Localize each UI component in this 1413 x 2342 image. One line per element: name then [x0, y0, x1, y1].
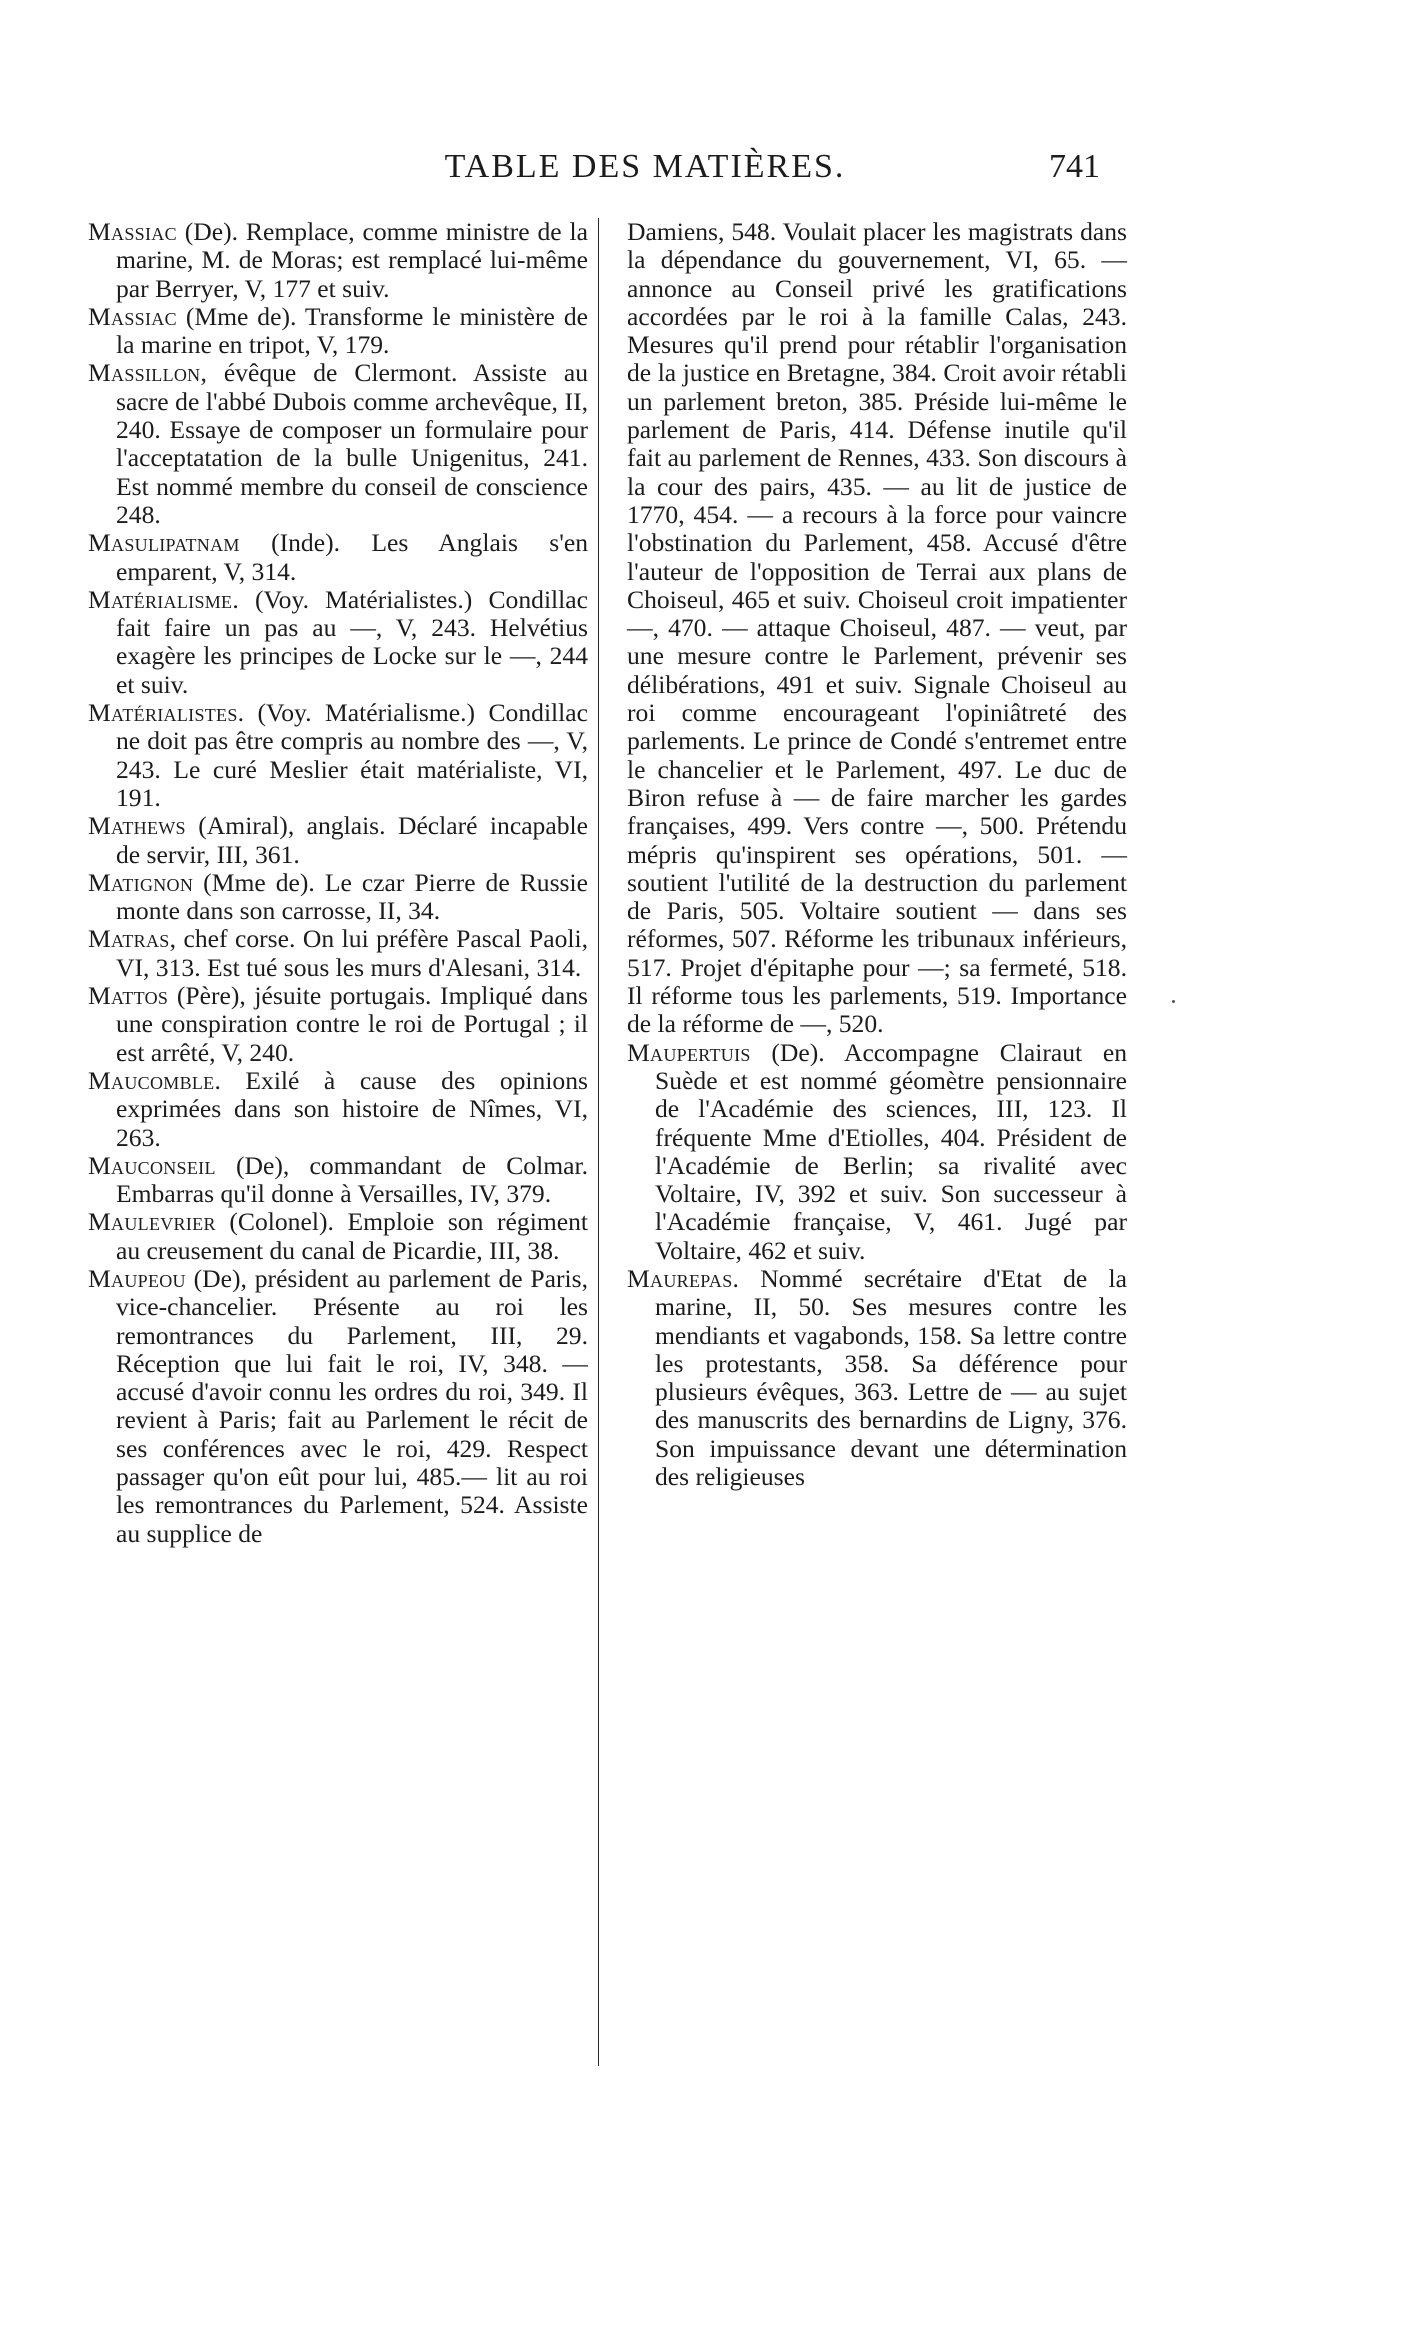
entry-text: (De), président au parlement de Paris, vice-chancelier. Présente au roi les remontrances du Parlement, III, 29. Réception que lui fait le roi, IV, 348. — accusé d'avoir connu les ordres du roi, 349. Il revient à Paris; fait au Parlement le récit de ses conférences avec le roi, 429. Respect passager qu'on eût pour lui, 485.— lit au roi les remontrances du Parlement, 524. Assiste au supplice de [116, 1263, 588, 1548]
entry-head: Matérialistes [88, 698, 238, 728]
entry-text: (Amiral), anglais. Déclaré incapable de servir, III, 361. [116, 811, 588, 869]
index-entry [88, 982, 588, 1067]
entry-head: Masulipatnam [88, 528, 240, 558]
entry-text: . (Voy. Matérialisme.) Condillac ne doit pas être compris au nombre des —, V, 243. Le curé Meslier était matérialiste, VI, 191. [116, 698, 588, 812]
entry-text: (De). Remplace, comme ministre de la marine, M. de Moras; est remplacé lui-même par Berryer, V, 177 et suiv. [116, 217, 588, 303]
entry-text: (De), commandant de Colmar. Embarras qu'il donne à Versailles, IV, 379. [116, 1150, 588, 1209]
entry-text: (Inde). Les Anglais s'en emparent, V, 314. [116, 528, 588, 586]
entry-head: Maurepas [627, 1263, 733, 1293]
index-entry [88, 586, 588, 699]
entry-head: Mathews [88, 811, 186, 841]
index-entry-continuation [627, 218, 1127, 1039]
page-number: 741 [1049, 148, 1100, 185]
entry-text: , chef corse. On lui préfère Pascal Paoli, VI, 313. Est tué sous les murs d'Alesani, 314. [116, 924, 588, 982]
entry-head: Massiac [88, 217, 177, 246]
entry-text: , évêque de Clermont. Assiste au sacre de l'abbé Dubois comme archevêque, II, 240. Essaye de composer un formulaire pour l'acceptatation de la bulle Unigenitus, 241. Est nommé membre du conseil de conscience 248. [116, 358, 588, 529]
entry-head: Massiac [88, 301, 177, 331]
index-entry [88, 699, 588, 812]
column-divider [598, 218, 599, 2066]
index-entry [88, 869, 588, 926]
entry-head: Matérialisme [88, 584, 233, 614]
entry-head: Maupeou [88, 1263, 186, 1293]
entry-head: Massillon [88, 358, 201, 388]
entry-text: (Colonel). Emploie son régiment au creusement du canal de Picardie, III, 38. [116, 1207, 588, 1265]
index-entry [88, 1152, 588, 1209]
index-entry [88, 925, 588, 982]
entry-text: Damiens, 548. Voulait placer les magistrats dans la dépendance du gouvernement, VI, 65. — annonce au Conseil privé les gratifications accordées par le roi à la famille Calas, 243. Mesures qu'il prend pour rétablir l'organisation de la justice en Bretagne, 384. Croit avoir rétabli un parlement breton, 385. Préside lui-même le parlement de Paris, 414. Défense inutile qu'il fait au parlement de Rennes, 433. Son discours à la cour des pairs, 435. — au lit de justice de 1770, 454. — a recours à la force pour vaincre l'obstination du Parlement, 458. Accusé d'être l'auteur de l'opposition de Terrai aux plans de Choiseul, 465 et suiv. Choiseul croit impatienter —, 470. — attaque Choiseul, 487. — veut, par une mesure contre le Parlement, prévenir ses délibérations, 491 et suiv. Signale Choiseul au roi comme encourageant l'opiniâtreté des parlements. Le prince de Condé s'entremet entre le chancelier et le Parlement, 497. Le duc de Biron refuse à — de faire marcher les gardes françaises, 499. Vers contre —, 500. Prétendu mépris qu'inspirent ses opérations, 501. — soutient l'utilité de la destruction du parlement de Paris, 505. Voltaire soutient — dans ses réformes, 507. Réforme les tribunaux inférieurs, 517. Projet d'épitaphe pour —; sa fermeté, 518. Il réforme tous les parlements, 519. Importance de la réforme de —, 520. [627, 217, 1127, 1039]
index-entry [88, 303, 588, 360]
entry-head: Maupertuis [627, 1037, 751, 1067]
entry-text: (Père), jésuite portugais. Impliqué dans une conspiration contre le roi de Portugal ; il est arrêté, V, 240. [116, 981, 588, 1067]
running-title: TABLE DES MATIÈRES. [444, 148, 846, 185]
index-entry [88, 529, 588, 586]
entry-text: . Exilé à cause des opinions exprimées dans son histoire de Nîmes, VI, 263. [116, 1065, 588, 1152]
index-entry [88, 359, 588, 529]
right-column [627, 218, 1127, 1491]
index-entry [88, 1067, 588, 1152]
entry-head: Mattos [88, 981, 169, 1011]
ink-speck [1172, 1000, 1175, 1003]
entry-text: . Nommé secrétaire d'Etat de la marine, II, 50. Ses mesures contre les mendiants et vagabonds, 158. Sa lettre contre les protestants, 358. Sa déférence pour plusieurs évêques, 363. Lettre de — au sujet des manuscrits des bernardins de Ligny, 376. Son impuissance devant une détermination des religieuses [655, 1263, 1127, 1492]
entry-text: (De). Accompagne Clairaut en Suède et est nommé géomètre pensionnaire de l'Académie des sciences, III, 123. Il fréquente Mme d'Etiolles, 404. Président de l'Académie de Berlin; sa rivalité avec Voltaire, IV, 392 et suiv. Son successeur à l'Académie française, V, 461. Jugé par Voltaire, 462 et suiv. [655, 1037, 1127, 1265]
index-entry [88, 1208, 588, 1265]
entry-text: (Mme de). Transforme le ministère de la marine en tripot, V, 179. [116, 301, 588, 360]
index-entry [627, 1265, 1127, 1491]
entry-head: Mauconseil [88, 1150, 216, 1180]
index-entry [88, 1265, 588, 1548]
entry-head: Maucomble [88, 1065, 215, 1095]
entry-head: Maulevrier [88, 1207, 216, 1237]
left-column [88, 218, 588, 1548]
index-entry [627, 1039, 1127, 1265]
entry-head: Matras [88, 924, 170, 954]
entry-text: (Mme de). Le czar Pierre de Russie monte dans son carrosse, II, 34. [116, 867, 588, 926]
page-header [0, 148, 1413, 198]
entry-text: . (Voy. Matérialistes.) Condillac fait faire un pas au —, V, 243. Helvétius exagère les principes de Locke sur le —, 244 et suiv. [116, 584, 588, 699]
index-entry [88, 812, 588, 869]
index-entry [88, 218, 588, 303]
entry-head: Matignon [88, 867, 194, 897]
